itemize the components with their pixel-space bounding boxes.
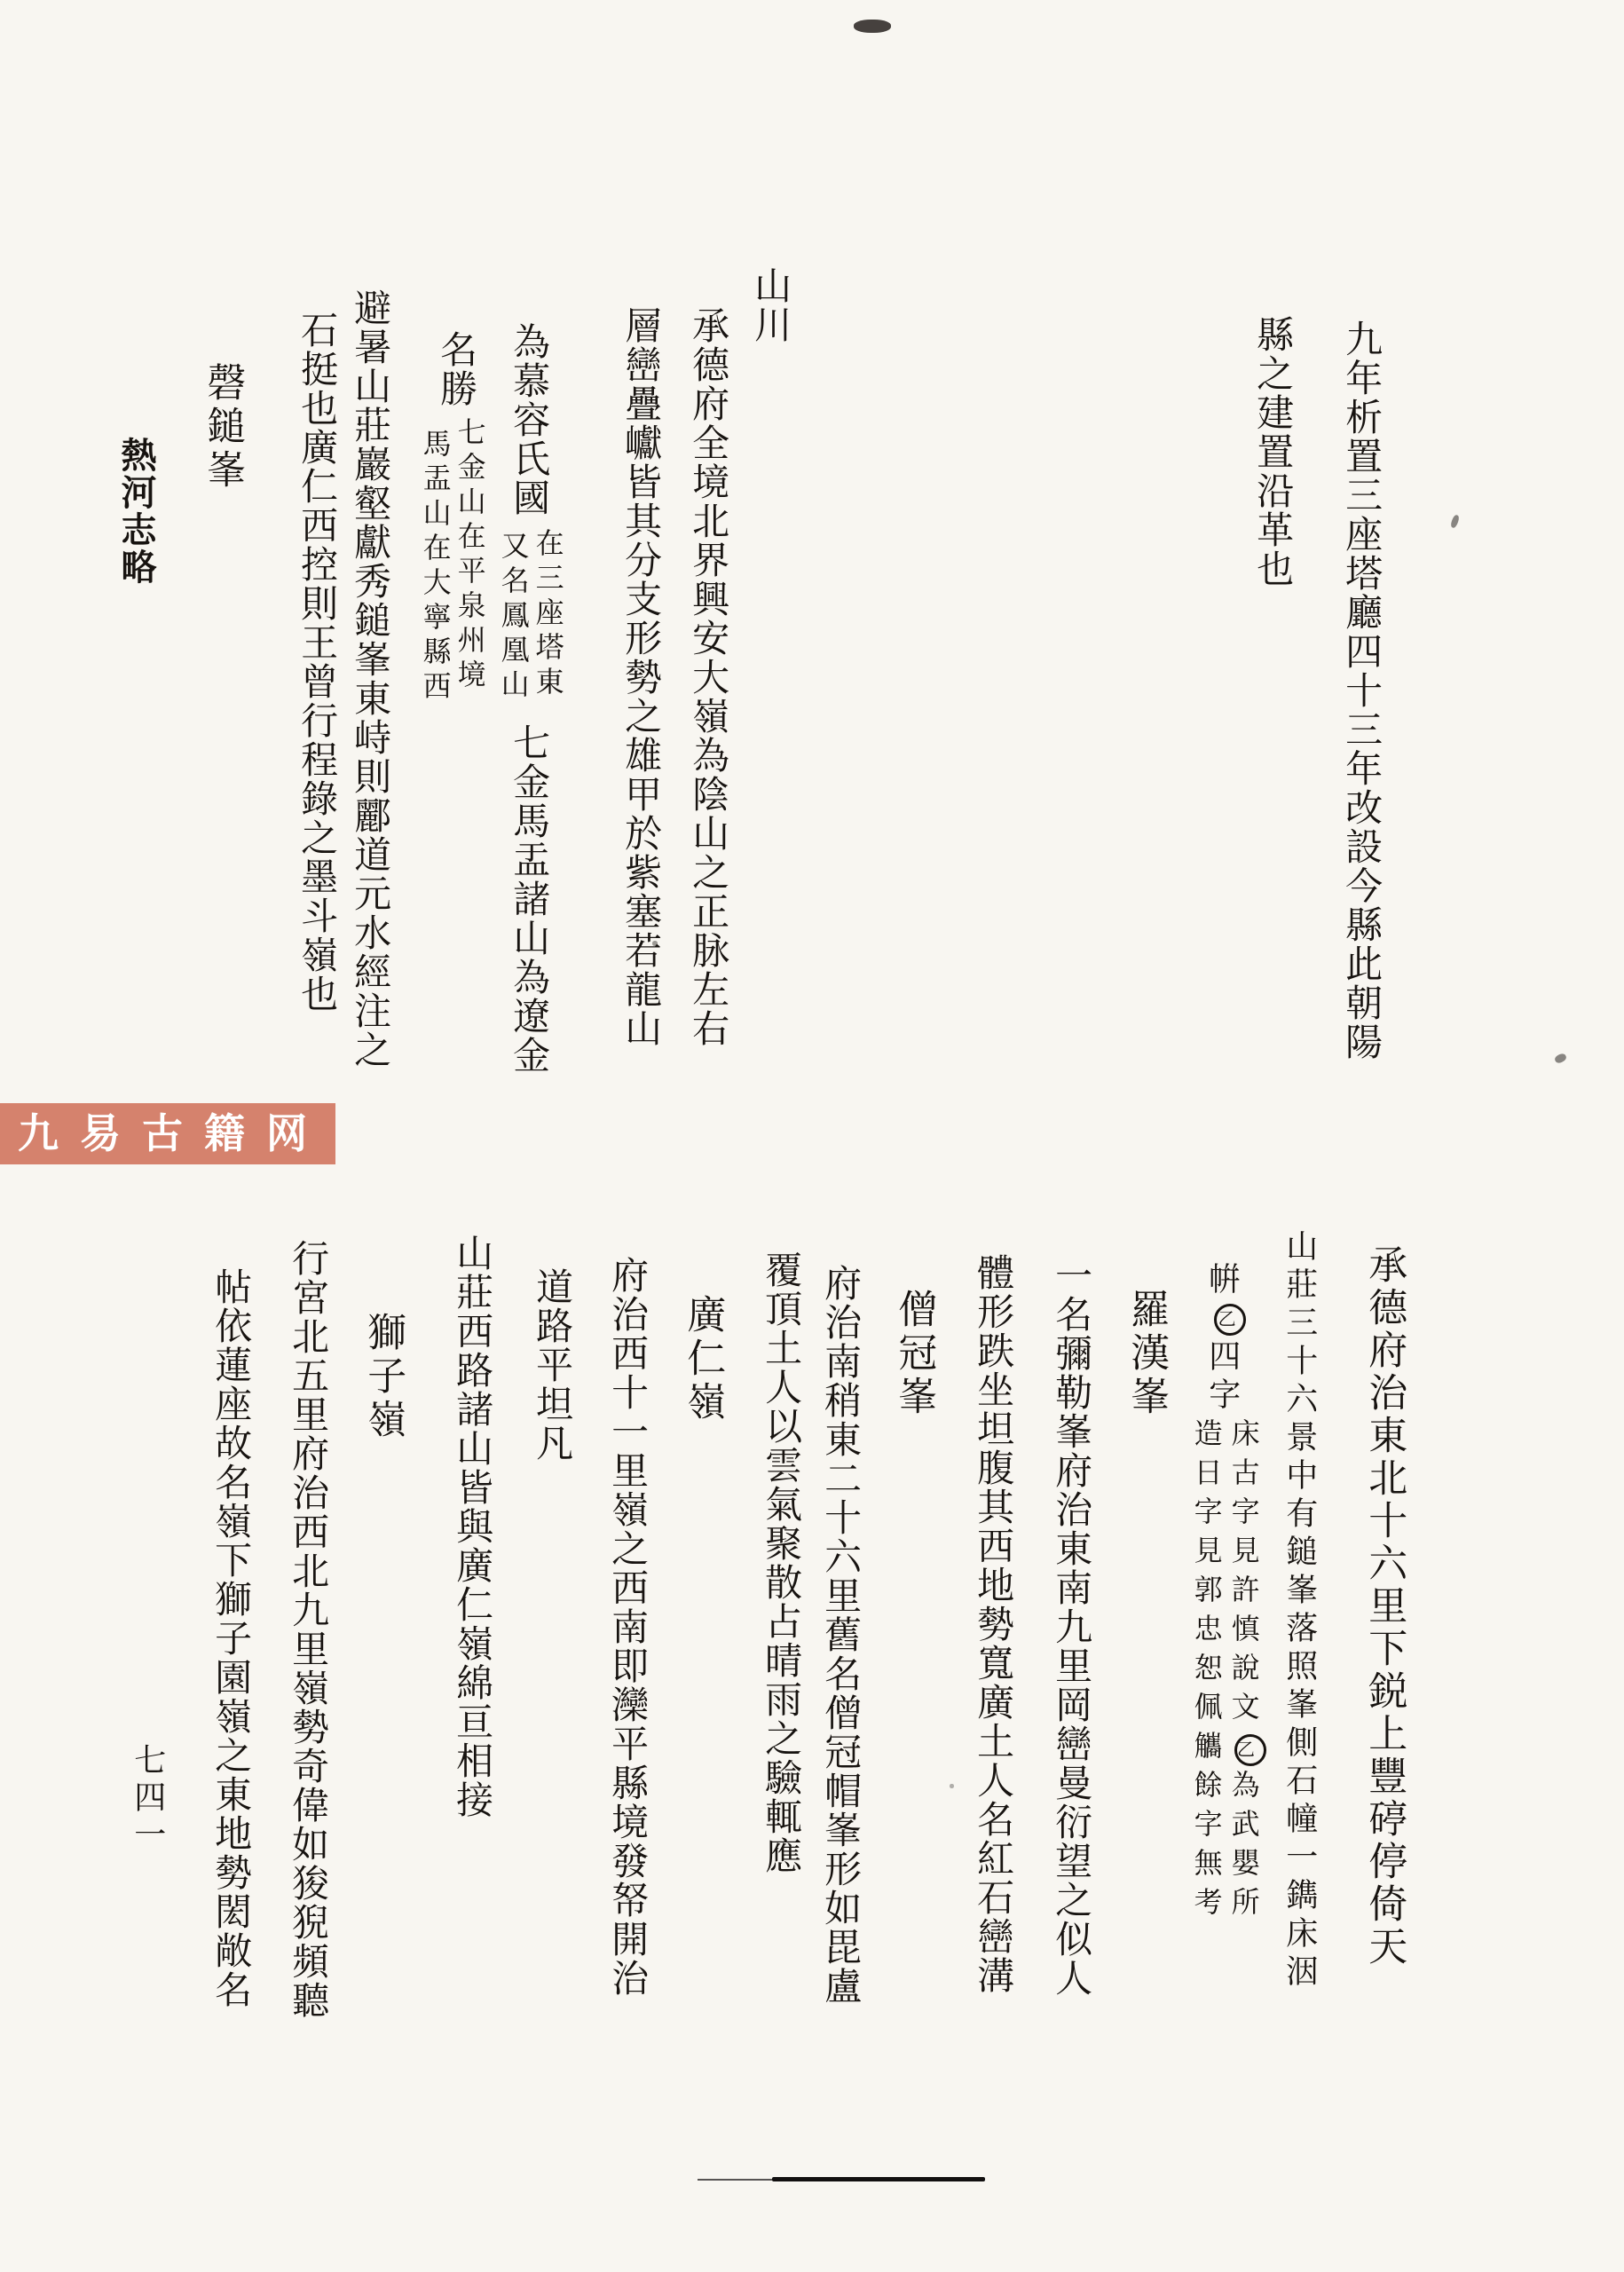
text-column-xianzhi: 縣之建置沿革也	[1251, 315, 1293, 588]
section-heading-qingchui: 磬鎚峯	[201, 362, 245, 493]
text-column-fuzhixi: 府治西十一里嶺之西南即灤平縣境發帑開治	[606, 1256, 648, 1998]
section-heading-shanchuan: 山川	[749, 266, 791, 344]
ink-speck	[950, 1784, 954, 1788]
text-column-fuzhinan: 府治南稍東二十六里舊名僧冠帽峯形如毘盧	[819, 1264, 861, 2006]
text-column-daolu: 道路平坦凡	[531, 1267, 572, 1463]
text-column-mingsheng-main: 名勝	[435, 330, 477, 408]
annotation-column-ping-main	[1205, 1262, 1246, 1416]
footer-rule-faint	[698, 2179, 777, 2181]
note-text: 為武嬰所	[1227, 1770, 1260, 1926]
note-text: 床古字見許慎說文	[1227, 1418, 1260, 1731]
text-column-weimurong-main: 為慕容氏國	[508, 322, 549, 517]
watermark-banner: 九易古籍网	[0, 1103, 335, 1164]
ink-speck	[1450, 514, 1461, 528]
section-heading-luohan: 羅漢峯	[1124, 1289, 1169, 1419]
text-column-bishu: 避暑山莊巖壑獻秀鎚峯東峙則酈道元水經注之	[349, 288, 390, 1069]
section-heading-shizi: 獅子嶺	[361, 1312, 406, 1442]
interlinear-note-left: 又名鳳凰山	[497, 531, 530, 704]
book-title: 熱河志略	[116, 437, 156, 586]
interlinear-note-right: 在三座塔東	[532, 528, 564, 701]
ink-speck	[1554, 1053, 1568, 1065]
interlinear-note-right	[1228, 1418, 1266, 1926]
ink-speck	[854, 20, 891, 33]
text-column-fuding: 覆頂土人以雲氣聚散占晴雨之驗輒應	[760, 1250, 801, 1875]
text-column-shanzhuangxilu: 山莊西路諸山皆與廣仁嶺綿亘相接	[451, 1234, 493, 1819]
text-column-chengde: 承德府全境北界興安大嶺為陰山之正脉左右	[687, 306, 729, 1048]
annotation-column-shanzhuang: 山莊三十六景中有鎚峯落照峯側石幢一鐫床洇	[1281, 1229, 1318, 1992]
text-column-tixing: 體形跌坐坦腹其西地勢寬廣土人名紅石巒溝	[972, 1253, 1013, 1995]
interlinear-note-left: 造日字見郭忠恕佩觿餘字無考	[1190, 1418, 1223, 1926]
circled-character: 乙	[1214, 1304, 1246, 1336]
interlinear-note-right: 七金山在平泉州境	[453, 417, 486, 694]
interlinear-note-left: 馬盂山在大寧縣西	[419, 429, 452, 706]
text-column-jiunian: 九年析置三座塔廳四十三年改設今縣此朝陽	[1340, 320, 1382, 1061]
text-column-weimurong-cont: 七金馬盂諸山為遼金	[508, 723, 549, 1075]
section-heading-guangren: 廣仁嶺	[681, 1294, 725, 1424]
text-column-chengdefuzhi: 承德府治東北十六里下鋭上豐碠停倚天	[1362, 1244, 1407, 1968]
text-column-shiting: 石挺也廣仁西控則王曾行程錄之墨斗嶺也	[296, 311, 337, 1014]
text-column-yiming: 一名彌勒峯府治東南九里岡巒曼衍望之似人	[1050, 1256, 1092, 1998]
page-number: 七四一	[130, 1743, 166, 1855]
text-column-tieyi: 帖依蓮座故名嶺下獅子園嶺之東地勢閎敞名	[209, 1267, 251, 2009]
footer-rule	[772, 2177, 985, 2181]
inscription-chars: 四字	[1204, 1339, 1241, 1416]
circled-character: 乙	[1234, 1734, 1266, 1766]
inscription-char: 帲	[1204, 1262, 1241, 1300]
section-heading-sengguan: 僧冠峯	[892, 1289, 936, 1419]
text-column-xinggong: 行宮北五里府治西北九里嶺勢奇偉如狻猊頻聽	[287, 1239, 328, 2020]
ink-speck	[652, 941, 658, 946]
text-column-cengluan: 層巒疊巘皆其分支形勢之雄甲於紫塞若龍山	[619, 306, 661, 1048]
